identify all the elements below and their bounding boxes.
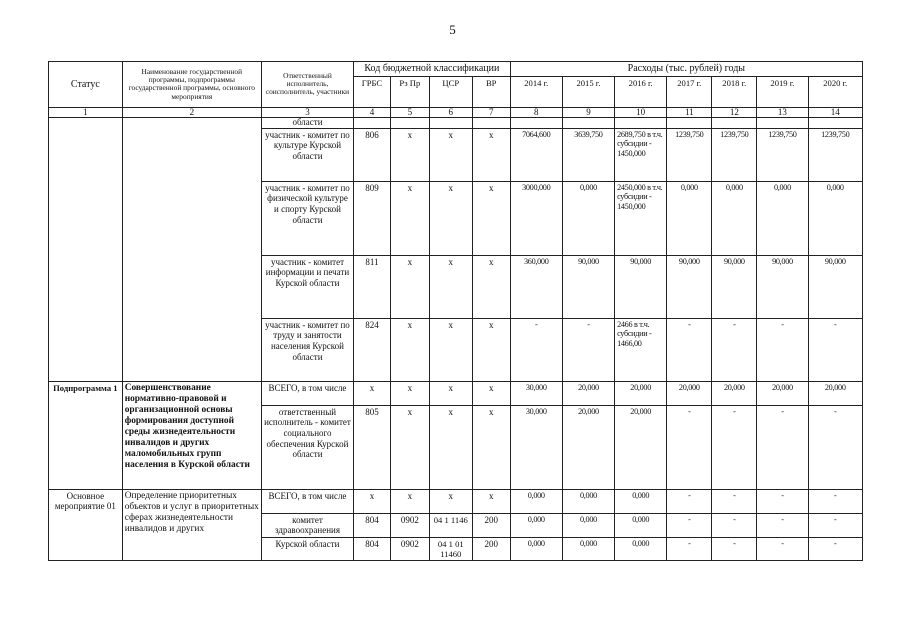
expense-cell: 20,000 bbox=[667, 381, 712, 405]
rzpr-cell: х bbox=[390, 405, 429, 489]
csr-cell: х bbox=[429, 318, 472, 381]
responsible-cell: ВСЕГО, в том числе bbox=[261, 489, 353, 513]
rzpr-cell: 0902 bbox=[390, 538, 429, 561]
expense-cell: 0,000 bbox=[712, 181, 757, 255]
expense-cell: - bbox=[757, 513, 808, 537]
column-number: 13 bbox=[757, 107, 808, 117]
grbs-cell: 806 bbox=[354, 128, 391, 181]
responsible-cell: участник - комитет по физической культуре и спорту Курской области bbox=[261, 181, 353, 255]
header-responsible: Ответственный исполнитель, соисполнитель, участники bbox=[261, 62, 353, 108]
csr-cell: х bbox=[429, 405, 472, 489]
expense-cell: 90,000 bbox=[808, 255, 862, 318]
responsible-cell: участник - комитет по труду и занятости населения Курской области bbox=[261, 318, 353, 381]
expense-cell: - bbox=[667, 538, 712, 561]
csr-cell: х bbox=[429, 489, 472, 513]
expense-cell: 3639,750 bbox=[562, 128, 614, 181]
header-year: 2015 г. bbox=[562, 76, 614, 107]
column-number: 7 bbox=[472, 107, 510, 117]
grbs-cell: 805 bbox=[354, 405, 391, 489]
expense-cell: - bbox=[808, 318, 862, 381]
expense-cell: 2689,750 в т.ч. субсидии - 1450,000 bbox=[615, 128, 667, 181]
responsible-cell: Курской области bbox=[261, 538, 353, 561]
expense-cell: - bbox=[757, 538, 808, 561]
expense-cell: - bbox=[712, 513, 757, 537]
rzpr-cell: 0902 bbox=[390, 513, 429, 537]
expense-cell: - bbox=[712, 318, 757, 381]
expense-cell: 1239,750 bbox=[712, 128, 757, 181]
expense-cell: 0,000 bbox=[562, 538, 614, 561]
column-number: 5 bbox=[390, 107, 429, 117]
expense-cell: 90,000 bbox=[562, 255, 614, 318]
table-row bbox=[49, 381, 863, 405]
page-number: 5 bbox=[449, 22, 456, 37]
expense-cell: 90,000 bbox=[757, 255, 808, 318]
csr-cell: х bbox=[429, 255, 472, 318]
expense-cell: 20,000 bbox=[757, 381, 808, 405]
expense-cell: 0,000 bbox=[757, 181, 808, 255]
header-expenses: Расходы (тыс. рублей) годы bbox=[510, 62, 862, 77]
expense-cell: - bbox=[712, 489, 757, 513]
responsible-cell: ответственный исполнитель - комитет социального обеспечения Курской области bbox=[261, 405, 353, 489]
header-year: 2016 г. bbox=[615, 76, 667, 107]
responsible-cell: области bbox=[261, 117, 353, 128]
expense-cell: 90,000 bbox=[615, 255, 667, 318]
expense-cell: 90,000 bbox=[712, 255, 757, 318]
expense-cell: - bbox=[757, 405, 808, 489]
expense-cell: 20,000 bbox=[615, 381, 667, 405]
csr-cell: х bbox=[429, 181, 472, 255]
expense-cell: 30,000 bbox=[510, 405, 562, 489]
expense-cell: - bbox=[712, 405, 757, 489]
rzpr-cell: х bbox=[390, 381, 429, 405]
expense-cell: 2450,000 в т.ч. субсидии - 1450,000 bbox=[615, 181, 667, 255]
expense-cell: 0,000 bbox=[808, 181, 862, 255]
responsible-cell: участник - комитет по культуре Курской области bbox=[261, 128, 353, 181]
expense-cell: 20,000 bbox=[615, 405, 667, 489]
header-status: Статус bbox=[49, 62, 123, 108]
expense-cell: - bbox=[667, 489, 712, 513]
header-budget-code: Код бюджетной классификации bbox=[354, 62, 511, 77]
vr-cell: х bbox=[472, 128, 510, 181]
vr-cell: 200 bbox=[472, 538, 510, 561]
expense-cell: 90,000 bbox=[667, 255, 712, 318]
column-number: 9 bbox=[562, 107, 614, 117]
expense-cell: 2466 в т.ч. субсидии - 1466,00 bbox=[615, 318, 667, 381]
expense-cell: - bbox=[808, 513, 862, 537]
status-cell bbox=[49, 117, 123, 381]
expense-cell: 0,000 bbox=[510, 538, 562, 561]
expense-cell: 0,000 bbox=[510, 513, 562, 537]
column-number: 6 bbox=[429, 107, 472, 117]
rzpr-cell: х bbox=[390, 181, 429, 255]
expense-cell: 0,000 bbox=[615, 489, 667, 513]
vr-cell: х bbox=[472, 405, 510, 489]
header-grbs: ГРБС bbox=[354, 76, 391, 107]
column-number: 4 bbox=[354, 107, 391, 117]
csr-cell: х bbox=[429, 128, 472, 181]
header-year: 2017 г. bbox=[667, 76, 712, 107]
expense-cell: 1239,750 bbox=[667, 128, 712, 181]
budget-table bbox=[48, 61, 863, 561]
expense-cell: 20,000 bbox=[562, 405, 614, 489]
responsible-cell: комитет здравоохранения bbox=[261, 513, 353, 537]
column-number: 1 bbox=[49, 107, 123, 117]
column-number: 2 bbox=[122, 107, 261, 117]
expense-cell: 0,000 bbox=[562, 181, 614, 255]
grbs-cell: 804 bbox=[354, 513, 391, 537]
csr-cell: 04 1 1146 bbox=[429, 513, 472, 537]
expense-cell: 3000,000 bbox=[510, 181, 562, 255]
table-row bbox=[49, 489, 863, 513]
program-name-cell: Определение приоритетных объектов и услуг в приоритетных сферах жизнедеятельности инвалидов и других bbox=[122, 489, 261, 561]
rzpr-cell: х bbox=[390, 489, 429, 513]
expense-cell: - bbox=[808, 405, 862, 489]
expense-cell: 0,000 bbox=[667, 181, 712, 255]
expense-cell: 20,000 bbox=[808, 381, 862, 405]
expense-cell: 0,000 bbox=[562, 513, 614, 537]
grbs-cell: х bbox=[354, 489, 391, 513]
csr-cell: х bbox=[429, 381, 472, 405]
column-number: 3 bbox=[261, 107, 353, 117]
status-cell: Основное мероприятие 01 bbox=[49, 489, 123, 561]
csr-cell: 04 1 01 11460 bbox=[429, 538, 472, 561]
status-cell: Подпрограмма 1 bbox=[49, 381, 123, 489]
grbs-cell: 804 bbox=[354, 538, 391, 561]
vr-cell: 200 bbox=[472, 513, 510, 537]
header-csr: ЦСР bbox=[429, 76, 472, 107]
expense-cell: - bbox=[712, 538, 757, 561]
rzpr-cell: х bbox=[390, 128, 429, 181]
responsible-cell: ВСЕГО, в том числе bbox=[261, 381, 353, 405]
vr-cell: х bbox=[472, 255, 510, 318]
header-rzpr: Рз Пр bbox=[390, 76, 429, 107]
expense-cell: 0,000 bbox=[615, 538, 667, 561]
grbs-cell: х bbox=[354, 381, 391, 405]
program-name-cell: Совершенствование нормативно-правовой и организационной основы формирования доступной среды жизнедеятельности инвалидов и других маломобильных групп населения в Курской области bbox=[122, 381, 261, 489]
rzpr-cell: х bbox=[390, 318, 429, 381]
vr-cell: х bbox=[472, 181, 510, 255]
header-program-name: Наименование государственной программы, подпрограммы государственной программы, основного мероприятия bbox=[122, 62, 261, 108]
rzpr-cell: х bbox=[390, 255, 429, 318]
header-year: 2019 г. bbox=[757, 76, 808, 107]
expense-cell: - bbox=[757, 489, 808, 513]
expense-cell: - bbox=[510, 318, 562, 381]
expense-cell: 1239,750 bbox=[808, 128, 862, 181]
column-number: 10 bbox=[615, 107, 667, 117]
expense-cell: - bbox=[808, 538, 862, 561]
expense-cell: 20,000 bbox=[562, 381, 614, 405]
expense-cell: 0,000 bbox=[562, 489, 614, 513]
program-name-cell bbox=[122, 117, 261, 381]
expense-cell: - bbox=[808, 489, 862, 513]
expense-cell: 0,000 bbox=[615, 513, 667, 537]
vr-cell: х bbox=[472, 489, 510, 513]
expense-cell: 20,000 bbox=[712, 381, 757, 405]
column-number: 11 bbox=[667, 107, 712, 117]
expense-cell: 1239,750 bbox=[757, 128, 808, 181]
vr-cell: х bbox=[472, 381, 510, 405]
vr-cell: х bbox=[472, 318, 510, 381]
responsible-cell: участник - комитет информации и печати Курской области bbox=[261, 255, 353, 318]
expense-cell: - bbox=[667, 405, 712, 489]
header-year: 2018 г. bbox=[712, 76, 757, 107]
header-year: 2020 г. bbox=[808, 76, 862, 107]
expense-cell: - bbox=[757, 318, 808, 381]
expense-cell: - bbox=[667, 513, 712, 537]
header-vr: ВР bbox=[472, 76, 510, 107]
expense-cell: - bbox=[667, 318, 712, 381]
expense-cell: 0,000 bbox=[510, 489, 562, 513]
expense-cell: 360,000 bbox=[510, 255, 562, 318]
column-number: 14 bbox=[808, 107, 862, 117]
expense-cell: 7064,600 bbox=[510, 128, 562, 181]
column-number: 8 bbox=[510, 107, 562, 117]
grbs-cell: 811 bbox=[354, 255, 391, 318]
header-year: 2014 г. bbox=[510, 76, 562, 107]
column-number: 12 bbox=[712, 107, 757, 117]
table-row bbox=[49, 117, 863, 128]
expense-cell: 30,000 bbox=[510, 381, 562, 405]
grbs-cell: 824 bbox=[354, 318, 391, 381]
expense-cell: - bbox=[562, 318, 614, 381]
grbs-cell: 809 bbox=[354, 181, 391, 255]
